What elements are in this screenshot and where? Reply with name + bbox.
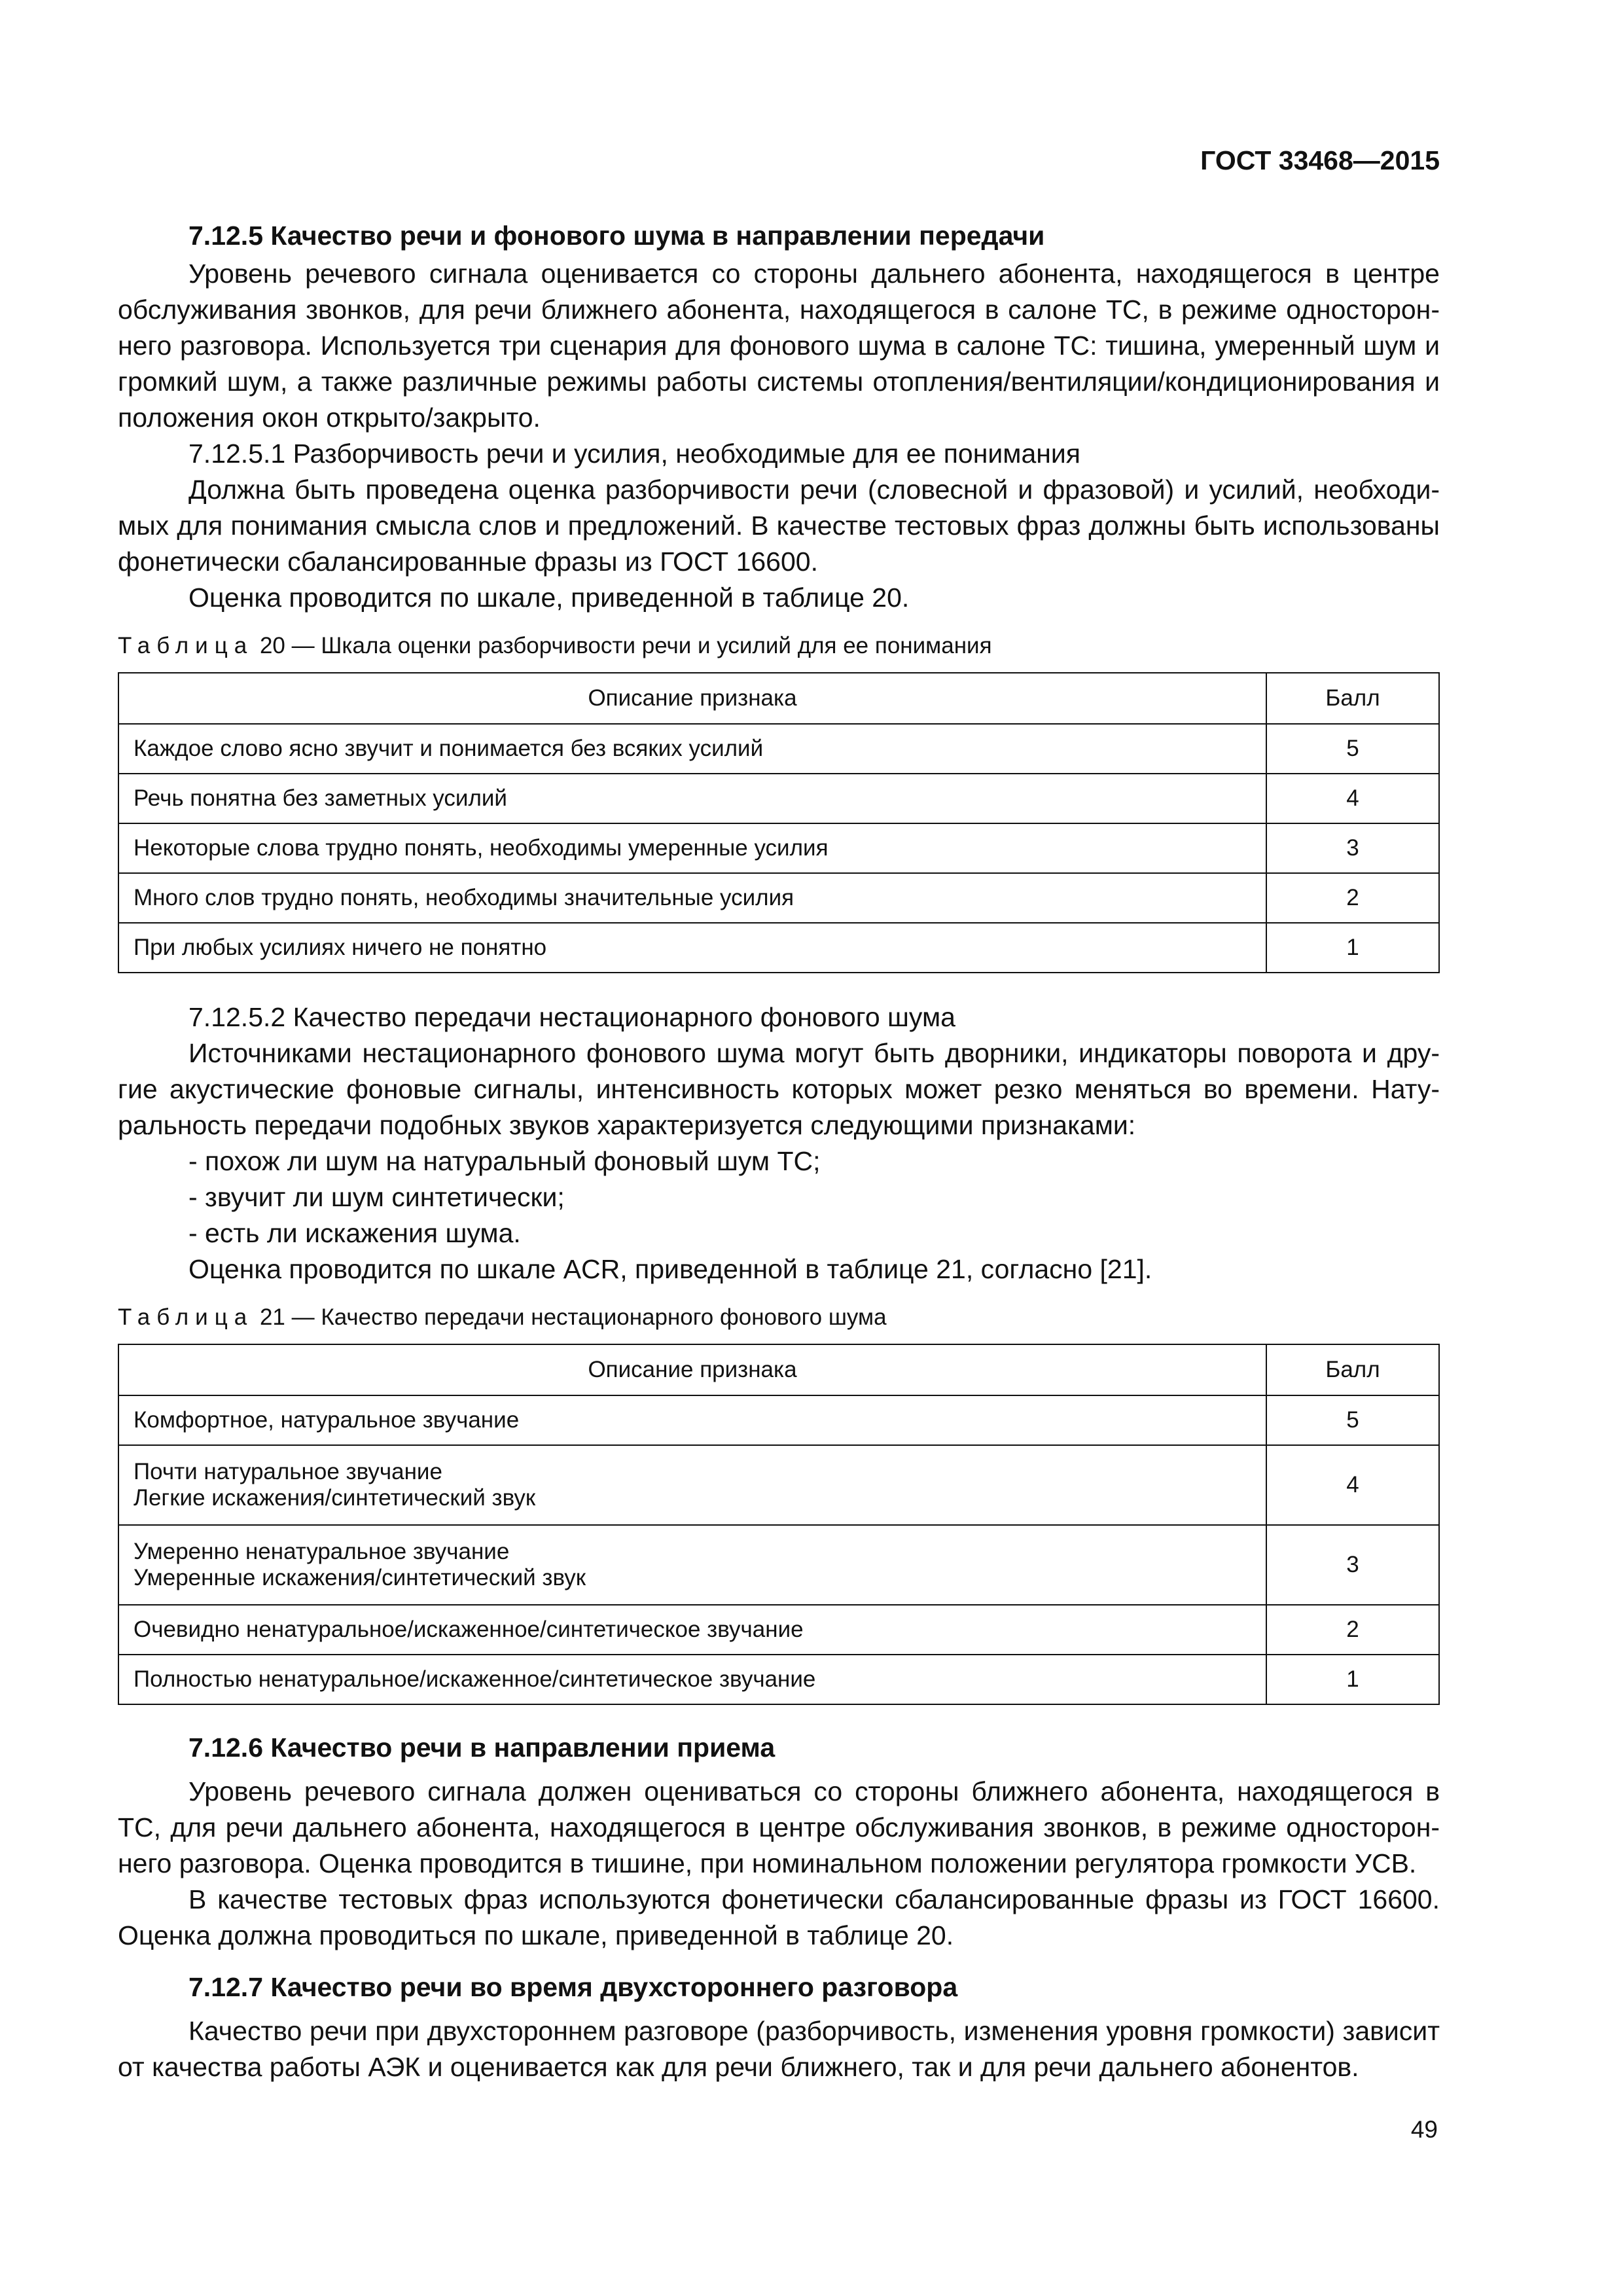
table-row xyxy=(118,1525,1439,1605)
row-score: 1 xyxy=(1266,1655,1439,1704)
row-description: Много слов трудно понять, необходимы значительные усилия xyxy=(118,873,1266,923)
header-score: Балл xyxy=(1266,1344,1439,1395)
row-description xyxy=(118,1525,1266,1605)
table-20-caption-label: Таблица xyxy=(118,633,254,658)
table-row xyxy=(118,823,1439,873)
row-score: 5 xyxy=(1266,724,1439,774)
subsection-7-12-5-2-scale-note: Оценка проводится по шкале ACR, приведенной в таблице 21, согласно [21]. xyxy=(188,1254,1152,1284)
table-20-caption-text: 20 — Шкала оценки разборчивости речи и усилий для ее понимания xyxy=(253,633,992,658)
page-number: 49 xyxy=(1410,2116,1438,2143)
row-description-line: Умеренно ненатуральное звучание xyxy=(134,1539,510,1564)
table-row xyxy=(118,1445,1439,1525)
table-21 xyxy=(118,1344,1440,1705)
row-description xyxy=(118,1445,1266,1525)
table-header-row xyxy=(118,673,1439,724)
row-description: При любых усилиях ничего не понятно xyxy=(118,923,1266,973)
table-21-caption xyxy=(118,1303,1440,1332)
section-7-12-5-heading: 7.12.5 Качество речи и фонового шума в направлении передачи xyxy=(188,221,1045,251)
table-row xyxy=(118,774,1439,823)
row-description-line: Легкие искажения/синтетический звук xyxy=(134,1485,536,1511)
row-description: Полностью ненатуральное/искаженное/синтетическое звучание xyxy=(118,1655,1266,1704)
row-score: 3 xyxy=(1266,823,1439,873)
section-7-12-7-heading: 7.12.7 Качество речи во время двухстороннего разговора xyxy=(188,1972,958,2002)
table-header-row xyxy=(118,1344,1439,1395)
table-row xyxy=(118,923,1439,973)
row-description: Каждое слово ясно звучит и понимается без всяких усилий xyxy=(118,724,1266,774)
row-description: Очевидно ненатуральное/искаженное/синтетическое звучание xyxy=(118,1605,1266,1655)
row-description: Речь понятна без заметных усилий xyxy=(118,774,1266,823)
table-21-caption-label: Таблица xyxy=(118,1304,254,1330)
section-7-12-7-paragraph: Качество речи при двухстороннем разговоре (разборчивость, изменения уровня громкости) зависит от качества работы АЭК и оценивается как для речи ближнего, так и для речи дальнего абонентов. xyxy=(118,2016,1440,2082)
table-row xyxy=(118,873,1439,923)
table-row xyxy=(118,724,1439,774)
section-7-12-6-paragraph: Уровень речевого сигнала должен оцениваться со стороны ближнего абонента, находящегося в ТС, для речи дальнего абонента, находящегося в центре обслуживания звонков, в режиме одностороннего разговора. Оценка проводится в тишине, при номинальном положении регулятора громкости УСВ. xyxy=(118,1776,1440,1878)
table-row xyxy=(118,1395,1439,1445)
row-description: Комфортное, натуральное звучание xyxy=(118,1395,1266,1445)
row-score: 4 xyxy=(1266,774,1439,823)
section-7-12-6-heading: 7.12.6 Качество речи в направлении приема xyxy=(188,1732,776,1763)
subsection-7-12-5-1-scale-note: Оценка проводится по шкале, приведенной в таблице 20. xyxy=(188,583,910,613)
table-row xyxy=(118,1605,1439,1655)
table-20 xyxy=(118,672,1440,973)
row-description: Некоторые слова трудно понять, необходимы умеренные усилия xyxy=(118,823,1266,873)
table-row xyxy=(118,1655,1439,1704)
header-score: Балл xyxy=(1266,673,1439,724)
list-item: - звучит ли шум синтетически; xyxy=(188,1182,565,1212)
document-standard-header: ГОСТ 33468—2015 xyxy=(1200,145,1440,175)
list-item: - похож ли шум на натуральный фоновый шум ТС; xyxy=(188,1146,821,1176)
subsection-7-12-5-2-paragraph: Источниками нестационарного фонового шума могут быть дворники, индикаторы поворота и другие акустические фоновые сигналы, интенсивность которых может резко меняться во времени. Натуральность передачи подобных звуков характеризуется следующими признаками: xyxy=(118,1038,1440,1140)
list-item: - есть ли искажения шума. xyxy=(188,1218,521,1248)
header-description: Описание признака xyxy=(118,1344,1266,1395)
row-score: 3 xyxy=(1266,1525,1439,1605)
row-score: 2 xyxy=(1266,1605,1439,1655)
row-description-line: Умеренные искажения/синтетический звук xyxy=(134,1565,586,1590)
row-score: 5 xyxy=(1266,1395,1439,1445)
table-21-caption-text: 21 — Качество передачи нестационарного фонового шума xyxy=(253,1304,887,1330)
subsection-7-12-5-2-title: 7.12.5.2 Качество передачи нестационарного фонового шума xyxy=(188,1002,955,1032)
header-description: Описание признака xyxy=(118,673,1266,724)
row-description-line: Почти натуральное звучание xyxy=(134,1459,442,1484)
section-7-12-6-paragraph: В качестве тестовых фраз используются фонетически сбалансированные фразы из ГОСТ 16600. Оценка должна проводиться по шкале, приведенной в таблице 20. xyxy=(118,1884,1440,1950)
subsection-7-12-5-1-paragraph: Должна быть проведена оценка разборчивости речи (словесной и фразовой) и усилий, необходимых для понимания смысла слов и предложений. В качестве тестовых фраз должны быть использованы фонетически сбалансированные фразы из ГОСТ 16600. xyxy=(118,475,1440,577)
table-20-caption xyxy=(118,632,1440,660)
section-7-12-5-paragraph: Уровень речевого сигнала оценивается со стороны дальнего абонента, находящегося в центре обслуживания звонков, для речи ближнего абонента, находящегося в салоне ТС, в режиме одностороннего разговора. Используется три сценария для фонового шума в салоне ТС: тишина, умеренный шум и громкий шум, а также различные режимы работы системы отопления/вентиляции/кондиционирования и положения окон открыто/закрыто. xyxy=(118,259,1440,433)
row-score: 4 xyxy=(1266,1445,1439,1525)
row-score: 1 xyxy=(1266,923,1439,973)
page-content xyxy=(118,218,1440,2085)
subsection-7-12-5-1-title: 7.12.5.1 Разборчивость речи и усилия, необходимые для ее понимания xyxy=(188,439,1080,469)
row-score: 2 xyxy=(1266,873,1439,923)
